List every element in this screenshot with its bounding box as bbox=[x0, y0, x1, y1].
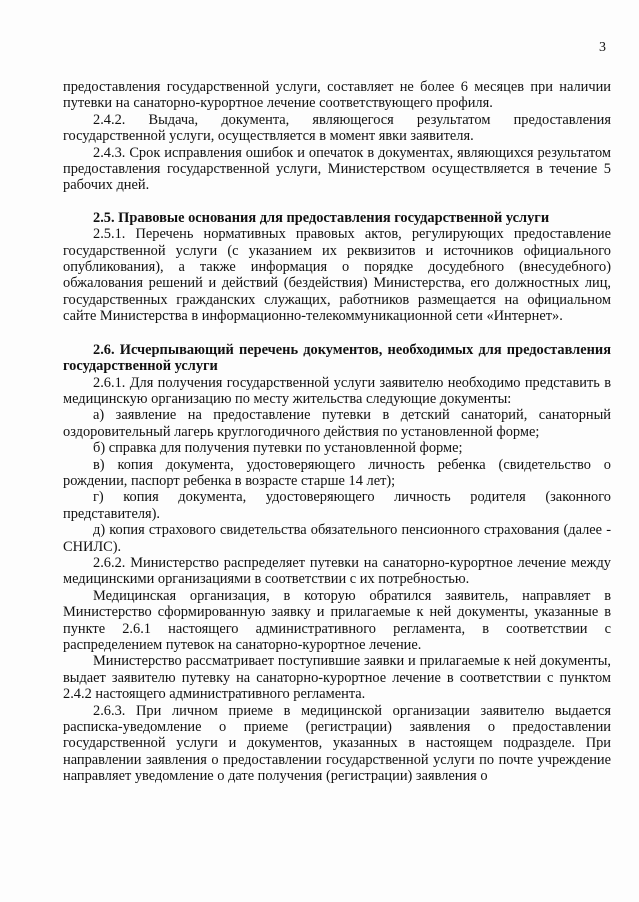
list-item-g: г) копия документа, удостоверяющего личность родителя (законного представителя). bbox=[63, 489, 611, 522]
list-item-d: д) копия страхового свидетельства обязательного пенсионного страхования (далее - СНИЛС). bbox=[63, 522, 611, 555]
paragraph-2-6-1: 2.6.1. Для получения государственной услуги заявителю необходимо представить в медицинскую организацию по месту жительства следующие документы: bbox=[63, 374, 611, 407]
paragraph-2-4-3: 2.4.3. Срок исправления ошибок и опечаток в документах, являющихся результатом предоставления государственной услуги, Министерством осуществляется в течение 5 рабочих дней. bbox=[63, 144, 611, 194]
paragraph-2-6-3: 2.6.3. При личном приеме в медицинской организации заявителю выдается расписка-уведомление о приеме (регистрации) заявления о предоставлении государственной услуги и документов, указанных в настоящем подразделе. При направлении заявления о предоставлении государственной услуги по почте учреждение направляет уведомление о дате получения (регистрации) заявления о bbox=[63, 702, 611, 785]
list-item-b: б) справка для получения путевки по установленной форме; bbox=[93, 440, 463, 457]
paragraph-2-5-1: 2.5.1. Перечень нормативных правовых актов, регулирующих предоставление государственной услуги (с указанием их реквизитов и источников официального опубликования), а также информация о порядке досудебного (внесудебного) обжалования решений и действий (бездействия) Министерства, его должностных лиц, государственных гражданских служащих, работников размещается на официальном сайте Министерства в информационно-телекоммуникационной сети «Интернет». bbox=[63, 226, 611, 325]
paragraph-ministry-review: Министерство рассматривает поступившие заявки и прилагаемые к ней документы, выдает заявителю путевку на санаторно-курортное лечение в соответствии с пунктом 2.4.2 настоящего административного регламента. bbox=[63, 653, 611, 703]
paragraph-2-6-2: 2.6.2. Министерство распределяет путевки на санаторно-курортное лечение между медицинскими организациями в соответствии с их потребностью. bbox=[63, 554, 611, 588]
paragraph-2-4-2: 2.4.2. Выдача, документа, являющегося результатом предоставления государственной услуги, осуществляется в момент явки заявителя. bbox=[63, 111, 611, 145]
page-number: 3 bbox=[599, 40, 606, 55]
paragraph-medical-organization: Медицинская организация, в которую обратился заявитель, направляет в Министерство сформированную заявку и прилагаемые к ней документы, указанные в пункте 2.6.1 настоящего административного регламента, в соответствии с распределением путевок на санаторно-курортное лечение. bbox=[63, 587, 611, 653]
list-item-v: в) копия документа, удостоверяющего личность ребенка (свидетельство о рождении, паспорт ребенка в возрасте старше 14 лет); bbox=[63, 456, 611, 489]
section-heading-2-6: 2.6. Исчерпывающий перечень документов, необходимых для предоставления государственной услуги bbox=[63, 341, 611, 375]
section-heading-2-5: 2.5. Правовые основания для предоставления государственной услуги bbox=[93, 209, 550, 226]
paragraph-continuation: предоставления государственной услуги, составляет не более 6 месяцев при наличии путевки на санаторно-курортное лечение соответствующего профиля. bbox=[63, 79, 611, 112]
document-body bbox=[63, 79, 611, 785]
list-item-a: а) заявление на предоставление путевки в детский санаторий, санаторный оздоровительный лагерь круглогодичного действия по установленной форме; bbox=[63, 407, 611, 440]
